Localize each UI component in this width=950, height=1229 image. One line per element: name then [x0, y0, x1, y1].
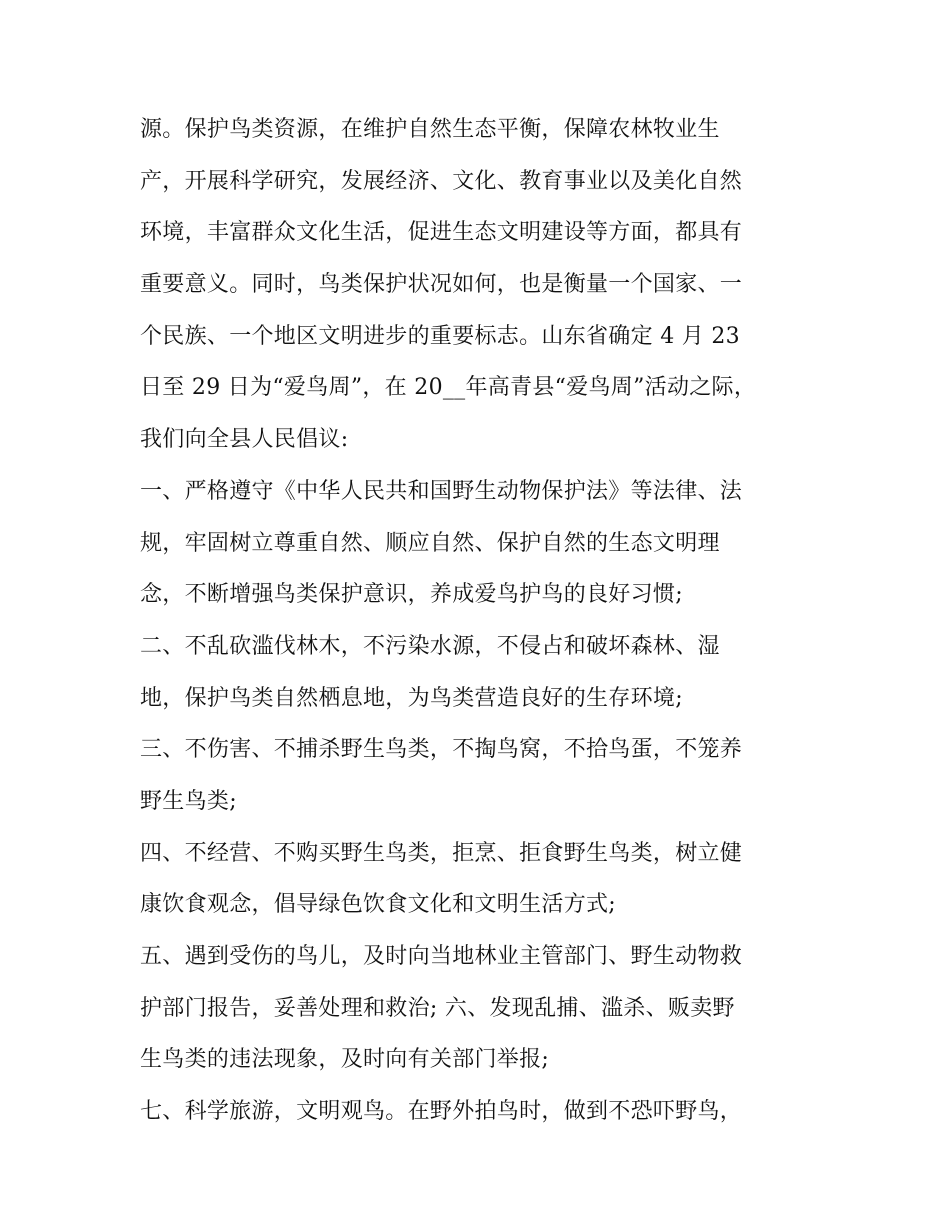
text-line: 日至 29 日为“爱鸟周”，在 20__年高青县“爱鸟周”活动之际，: [140, 375, 757, 401]
text-line: 环境，丰富群众文化生活，促进生态文明建设等方面，都具有: [140, 220, 743, 246]
text-line: 个民族、一个地区文明进步的重要标志。山东省确定 4 月 23: [140, 323, 740, 349]
text-line: 产，开展科学研究，发展经济、文化、教育事业以及美化自然: [140, 168, 743, 194]
text-line: 七、科学旅游，文明观鸟。在野外拍鸟时，做到不恐吓野鸟，: [140, 1099, 743, 1125]
text-line: 护部门报告，妥善处理和救治; 六、发现乱捕、滥杀、贩卖野: [140, 995, 735, 1021]
text-line: 规，牢固树立尊重自然、顺应自然、保护自然的生态文明理: [140, 530, 720, 556]
text-line: 念，不断增强鸟类保护意识，养成爱鸟护鸟的良好习惯;: [140, 582, 683, 608]
text-line: 地，保护鸟类自然栖息地，为鸟类营造良好的生存环境;: [140, 685, 683, 711]
text-line: 四、不经营、不购买野生鸟类，拒烹、拒食野生鸟类，树立健: [140, 840, 743, 866]
text-line: 一、严格遵守《中华人民共和国野生动物保护法》等法律、法: [140, 478, 743, 504]
text-line: 三、不伤害、不捕杀野生鸟类，不掏鸟窝，不拾鸟蛋，不笼养: [140, 737, 743, 763]
text-line: 生鸟类的违法现象，及时向有关部门举报;: [140, 1047, 550, 1073]
text-line: 我们向全县人民倡议:: [140, 427, 349, 453]
text-line: 五、遇到受伤的鸟儿，及时向当地林业主管部门、野生动物救: [140, 944, 743, 969]
text-line: 康饮食观念，倡导绿色饮食文化和文明生活方式;: [140, 892, 617, 918]
document-body: [140, 104, 830, 1138]
text-line: 重要意义。同时，鸟类保护状况如何，也是衡量一个国家、一: [140, 272, 743, 298]
text-line: 野生鸟类;: [140, 788, 237, 814]
text-line: 源。保护鸟类资源，在维护自然生态平衡，保障农林牧业生: [140, 117, 720, 142]
text-line: 二、不乱砍滥伐林木，不污染水源，不侵占和破坏森林、湿: [140, 633, 720, 659]
